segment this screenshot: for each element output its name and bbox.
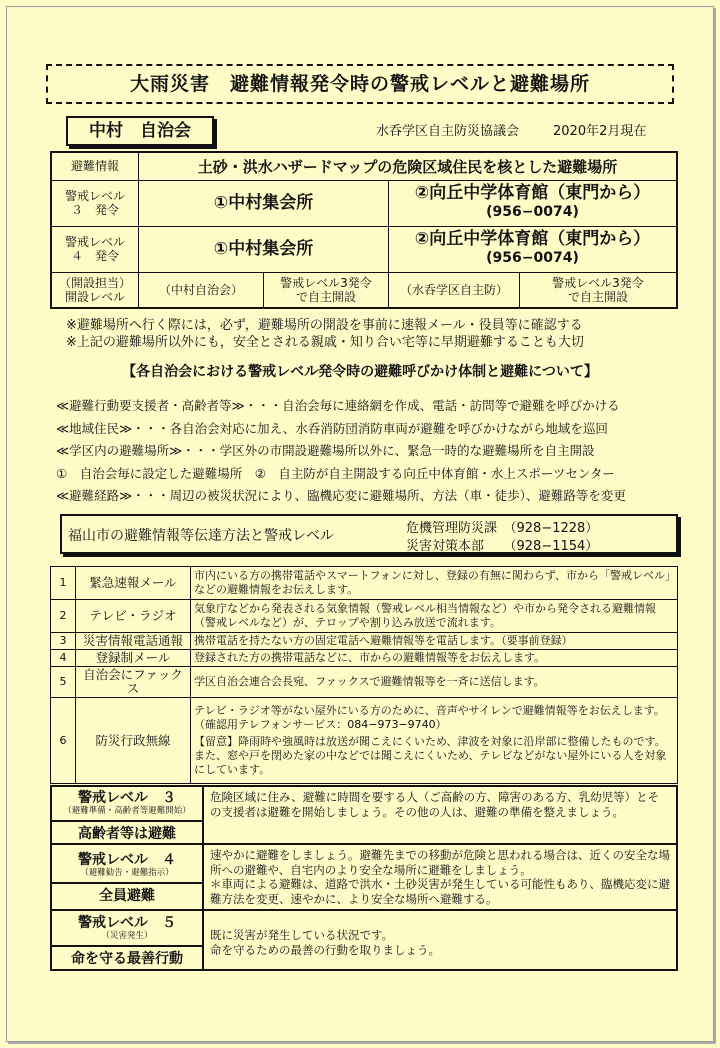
note-2: ※上記の避難場所以外にも，安全とされる親戚・知り合い宅等に早期避難することも大切 (66, 335, 584, 350)
level4-box: 警戒レベル ４ （避難勧告・避難指示） 全員避難 (51, 844, 203, 910)
date-label: 2020年2月現在 (553, 124, 647, 139)
table-row: 1 緊急速報メール 市内にいる方の携帯電話やスマートフォンに対し、登録の有無に関わらず、市から「警戒レベル」などの避難情報をお伝えします。 (51, 567, 678, 600)
notes (66, 317, 584, 351)
shelter-table (50, 151, 678, 309)
shelter-header-row (51, 152, 677, 180)
fukuyama-title: 福山市の避難情報等伝達方法と警戒レベル (68, 528, 334, 544)
methods-table (50, 566, 678, 784)
open-level-1: 警戒レベル3発令 で自主開設 (264, 272, 389, 308)
shelter-header-title: 土砂・洪水ハザードマップの危険区域住民を核とした避難場所 (139, 152, 678, 180)
table-row: 4 登録制メール 登録された方の携帯電話などに、市からの避難情報等をお伝えします。 (51, 650, 678, 667)
level5-box: 警戒レベル ５ （災害発生） 命を守る最善行動 (51, 910, 203, 970)
table-row: 2 テレビ・ラジオ 気象庁などから発表される気象情報（警戒レベル相当情報など）や市から発令される避難情報（警戒レベルなど）が、テロップや割り込み放送で流れます。 (51, 600, 678, 633)
level3-shelter-1: ①中村集会所 (139, 180, 389, 226)
levels-table (50, 785, 678, 971)
table-row: 5 自治会にファックス 学区自治会連合会長宛、ファックスで避難情報等を一斉に送信します。 (51, 667, 678, 698)
table-row: 6 防災行政無線 テレビ・ラジオ等がない屋外にいる方のために、音声やサイレンで避難情報等をお伝えします。（確認用テレフォンサービス：084−973−9740） 【留意】降雨時や強風時は放送が聞こえにくいため、津波を対象に沿岸部に整備したものです。また、窓や戸を閉めた家の中などでは聞こえにくいため、テレビなどがない屋外にいる人を対象にしています。 (51, 698, 678, 784)
council-name: 水呑学区自主防災協議会 (376, 124, 520, 139)
contact-disaster-hq: 災害対策本部 （928−1154） (406, 539, 599, 554)
open-owner-1: （中村自治会） (139, 272, 264, 308)
level-row (51, 786, 677, 844)
section-lines (56, 395, 626, 508)
shelter-header-label: 避難情報 (51, 152, 139, 180)
open-level-2: 警戒レベル3発令 で自主開設 (520, 272, 678, 308)
level4-text: 速やかに避難をしましょう。避難先までの移動が危険と思われる場合は、近くの安全な場所への避難や、自宅内のより安全な場所に避難をしましょう。 ＊車両による避難は、道路で洪水・土砂災害が発生している可能性もあり、臨機応変に避難方法を変更、速やかに、より安全な場所へ避難する。 (203, 844, 677, 910)
contact-crisis-dept: 危機管理防災課 （928−1228） (406, 521, 599, 536)
section-line: ≪避難経路≫・・・周辺の被災状況により、臨機応変に避難場所、方法（車・徒歩）、避難路等を変更 (56, 488, 626, 504)
level3-text: 危険区域に住み、避難に時間を要する人（ご高齢の方、障害のある方、乳幼児等）とその支援者は避難を開始しましょう。その他の人は、避難の準備を整えましょう。 (203, 786, 677, 844)
page-title: 大雨災害 避難情報発令時の警戒レベルと避難場所 (46, 64, 674, 104)
level3-row (51, 180, 677, 226)
section-heading: 【各自治会における警戒レベル発令時の避難呼びかけ体制と避難について】 (122, 364, 598, 380)
level-row (51, 844, 677, 910)
open-level-label: （開設担当） 開設レベル (51, 272, 139, 308)
level4-shelter-2: ②向丘中学体育館（東門から） (956−0074) (389, 226, 678, 272)
open-owner-2: （水呑学区自主防） (389, 272, 520, 308)
level-row (51, 910, 677, 970)
fukuyama-title-box (60, 514, 678, 554)
level4-label: 警戒レベル ４ 発令 (51, 226, 139, 272)
level3-label: 警戒レベル ３ 発令 (51, 180, 139, 226)
level3-box: 警戒レベル ３ （避難準備・高齢者等避難開始） 高齢者等は避難 (51, 786, 203, 844)
note-1: ※避難場所へ行く際には，必ず，避難場所の開設を事前に速報メール・役員等に確認する (66, 318, 583, 333)
level5-text: 既に災害が発生している状況です。 命を守るための最善の行動を取りましょう。 (203, 910, 677, 970)
level4-shelter-1: ①中村集会所 (139, 226, 389, 272)
level3-shelter-2: ②向丘中学体育館（東門から） (956−0074) (389, 180, 678, 226)
table-row: 3 災害情報電話通報 携帯電話を持たない方の固定電話へ避難情報等を電話します。（要事前登録） (51, 633, 678, 650)
section-line: ≪避難行動要支援者・高齢者等≫・・・自治会毎に連絡網を作成、電話・訪問等で避難を呼びかける (56, 398, 620, 413)
section-line: ≪地域住民≫・・・各自治会対応に加え、水呑消防団消防車両が避難を呼びかけながら地域を巡回 (56, 420, 608, 436)
open-level-row (51, 272, 677, 308)
level4-row (51, 226, 677, 272)
section-line: ① 自治会毎に設定した避難場所 ② 自主防が自主開設する向丘中体育館・水上スポーツセンター (56, 465, 615, 481)
org-name-box: 中村 自治会 (66, 116, 214, 146)
section-line: ≪学区内の避難場所≫・・・学区外の市開設避難場所以外に、緊急一時的な避難場所を自主開設 (56, 443, 595, 459)
